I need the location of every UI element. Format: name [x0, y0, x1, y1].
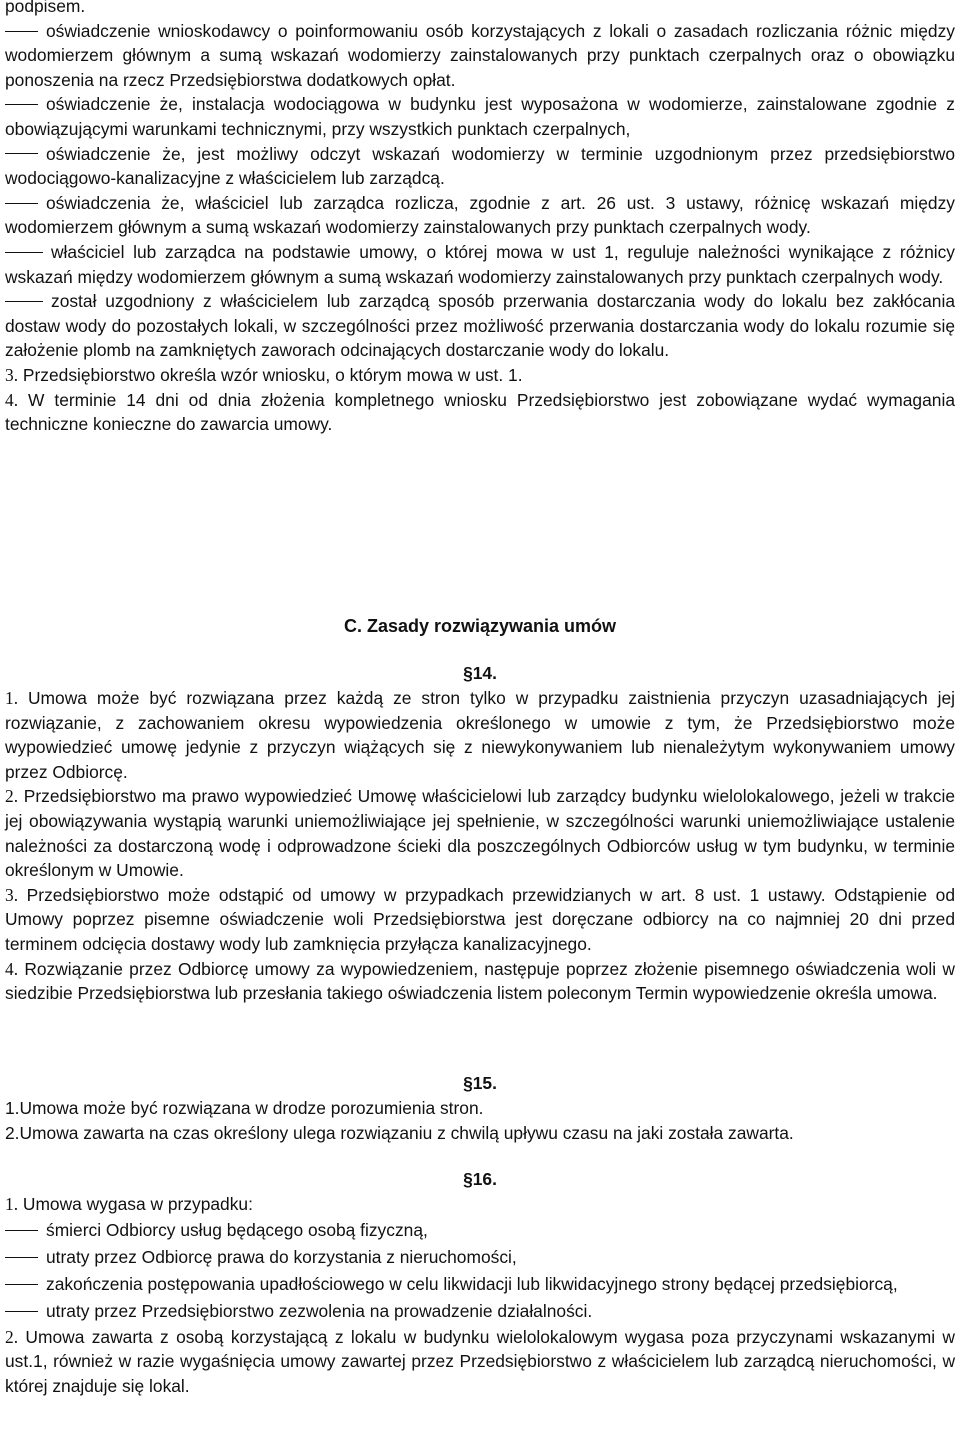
list-item [5, 92, 955, 141]
paragraph-number: 4. [5, 958, 19, 979]
paragraph-text: Umowa wygasa w przypadku: [22, 1194, 253, 1214]
paragraph-text: W terminie 14 dni od dnia złożenia kompletnego wniosku Przedsiębiorstwo jest zobowiązane wydać wymagania techniczne konieczne do zawarcia umowy. [5, 389, 955, 435]
list-item-text: oświadczenie wnioskodawcy o poinformowaniu osób korzystających z lokali o zasadach rozliczania różnic między wodomierzem głównym a sumą wskazań wodomierzy zainstalowanych przy punktach czerpalnych oraz o obowiązku ponoszenia na rzecz Przedsiębiorstwa dodatkowych opłat. [5, 20, 955, 90]
dash-bullet [5, 31, 38, 32]
numbered-paragraph [5, 388, 955, 437]
numbered-paragraph [5, 1192, 955, 1217]
section-16-body [5, 1192, 955, 1398]
dash-bullet [5, 104, 38, 105]
dash-bullet [5, 1311, 38, 1312]
dash-bullet [5, 301, 43, 302]
list-item [5, 1271, 955, 1298]
text-line: podpisem. [5, 0, 86, 16]
section-15-body [5, 1096, 955, 1145]
paragraph-number: 2. [5, 786, 19, 807]
paragraph-number: 1. [5, 688, 19, 708]
list-item [5, 1244, 955, 1271]
paragraph-text: Umowa zawarta z osobą korzystającą z lokalu w budynku wielolokalowym wygasa poza przyczynami wskazanymi w ust.1, również w razie wygaśnięcia umowy zawartej przez Przedsiębiorstwo z właścicielem lub zarządcą nieruchomości, w której znajduje się lokal. [5, 1326, 955, 1396]
list-item-text: oświadczenie że, jest możliwy odczyt wskazań wodomierzy w terminie uzgodnionym przez przedsiębiorstwo wodociągowo-kanalizacyjne z właścicielem lub zarządcą. [5, 143, 955, 189]
section-14-body [5, 686, 955, 1006]
numbered-paragraph [5, 686, 955, 784]
list-item [5, 142, 955, 191]
list-item [5, 1217, 955, 1244]
numbered-paragraph: 1.Umowa może być rozwiązana w drodze porozumienia stron. [5, 1098, 484, 1118]
paragraph-number: 3. [5, 884, 19, 905]
list-item-text: oświadczenia że, właściciel lub zarządca rozlicza, zgodnie z art. 26 ust. 3 ustawy, różnicę wskazań między wodomierzem głównym a sumą wskazań wodomierzy zainstalowanych przy punktach czerpalnych wody. [5, 192, 955, 238]
list-item-text: śmierci Odbiorcy usług będącego osobą fizyczną, [46, 1219, 428, 1240]
paragraph-sign-16: §16. [463, 1169, 497, 1189]
list-item-text: oświadczenie że, instalacja wodociągowa w budynku jest wyposażona w wodomierze, zainstalowane zgodnie z obowiązującymi warunkami technicznymi, przy wszystkich punktach czerpalnych, [5, 94, 955, 139]
dash-bullet [5, 1257, 38, 1258]
dash-bullet [5, 1284, 38, 1285]
list-item [5, 191, 955, 240]
section-heading: C. Zasady rozwiązywania umów [343, 616, 617, 636]
list-item-text: zakończenia postępowania upadłościowego w celu likwidacji lub likwidacyjnego strony będącej przedsiębiorcą, [46, 1273, 898, 1294]
paragraph-text: Rozwiązanie przez Odbiorcę umowy za wypowiedzeniem, następuje poprzez złożenie pisemnego oświadczenia woli w siedzibie Przedsiębiorstwa lub przesłania takiego oświadczenia listem poleconym Termin wypowiedzenie określa umowa. [5, 958, 955, 1004]
paragraph-text: Umowa może być rozwiązana przez każdą ze stron tylko w przypadku zaistnienia przyczyn uzasadniających jej rozwiązanie, z zachowaniem okresu wypowiedzenia określonego w umowie z tym, że Przedsiębiorstwo może wypowiedzieć umowę jedynie z przyczyn wiążących się z niewykonywaniem lub nienależytym wykonywaniem umowy przez Odbiorcę. [5, 688, 955, 782]
list-item [5, 1298, 955, 1325]
list-item [5, 19, 955, 93]
dash-bullet [5, 153, 38, 154]
paragraph-number: 3. [5, 364, 19, 385]
numbered-paragraph [5, 784, 955, 882]
dash-bullet [5, 1230, 38, 1231]
numbered-paragraph [5, 363, 955, 388]
paragraph-text: Przedsiębiorstwo ma prawo wypowiedzieć Umowę właścicielowi lub zarządcy budynku wielolokalowego, jeżeli w trakcie jej obowiązywania wystąpią warunki uniemożliwiające jej spełnienie, w szczególności warunki uniemożliwiające ustalenie należności za dostarczoną wodę i odprowadzone ścieki dla poszczególnych Odbiorców usług w tym budynku, w terminie określonym w Umowie. [5, 786, 955, 881]
numbered-paragraph [5, 1325, 955, 1399]
paragraph-text: Przedsiębiorstwo może odstąpić od umowy w przypadkach przewidzianych w art. 8 ust. 1 ustawy. Odstąpienie od Umowy poprzez pisemne oświadczenie woli Przedsiębiorstwa jest doręczane odbiorcy na co najmniej 20 dni przed terminem odcięcia dostawy wody lub zamknięcia przyłącza kanalizacyjnego. [5, 884, 955, 954]
paragraph-number: 4. [5, 389, 19, 410]
list-item-text: utraty przez Przedsiębiorstwo zezwolenia na prowadzenie działalności. [46, 1300, 593, 1321]
dash-bullet [5, 203, 38, 204]
dash-bullet [5, 252, 43, 253]
numbered-paragraph: 2.Umowa zawarta na czas określony ulega rozwiązaniu z chwilą upływu czasu na jaki została zawarta. [5, 1122, 794, 1143]
numbered-paragraph [5, 957, 955, 1006]
requirements-block [5, 0, 955, 437]
numbered-paragraph [5, 883, 955, 957]
list-item-text: został uzgodniony z właścicielem lub zarządcą sposób przerwania dostarczania wody do lokalu bez zakłócania dostaw wody do pozostałych lokali, w szczególności przez możliwość przerwania dostarczania wody do lokalu rozumie się założenie plomb na zamkniętych zaworach odcinających dostarczanie wody do lokalu. [5, 291, 955, 361]
paragraph-number: 1. [5, 1194, 19, 1214]
paragraph-number: 2. [5, 1326, 19, 1347]
paragraph-sign-15: §15. [463, 1073, 497, 1093]
list-item-text: utraty przez Odbiorcę prawa do korzystania z nieruchomości, [46, 1246, 517, 1267]
paragraph-sign-14: §14. [463, 663, 497, 683]
list-item [5, 289, 955, 363]
list-item [5, 240, 955, 289]
list-item-text: właściciel lub zarządca na podstawie umowy, o której mowa w ust 1, reguluje należności wynikające z różnicy wskazań między wodomierzem głównym a sumą wskazań wodomierzy zainstalowanych przy punktach czerpalnych wody. [5, 241, 955, 287]
paragraph-text: Przedsiębiorstwo określa wzór wniosku, o którym mowa w ust. 1. [22, 364, 523, 385]
